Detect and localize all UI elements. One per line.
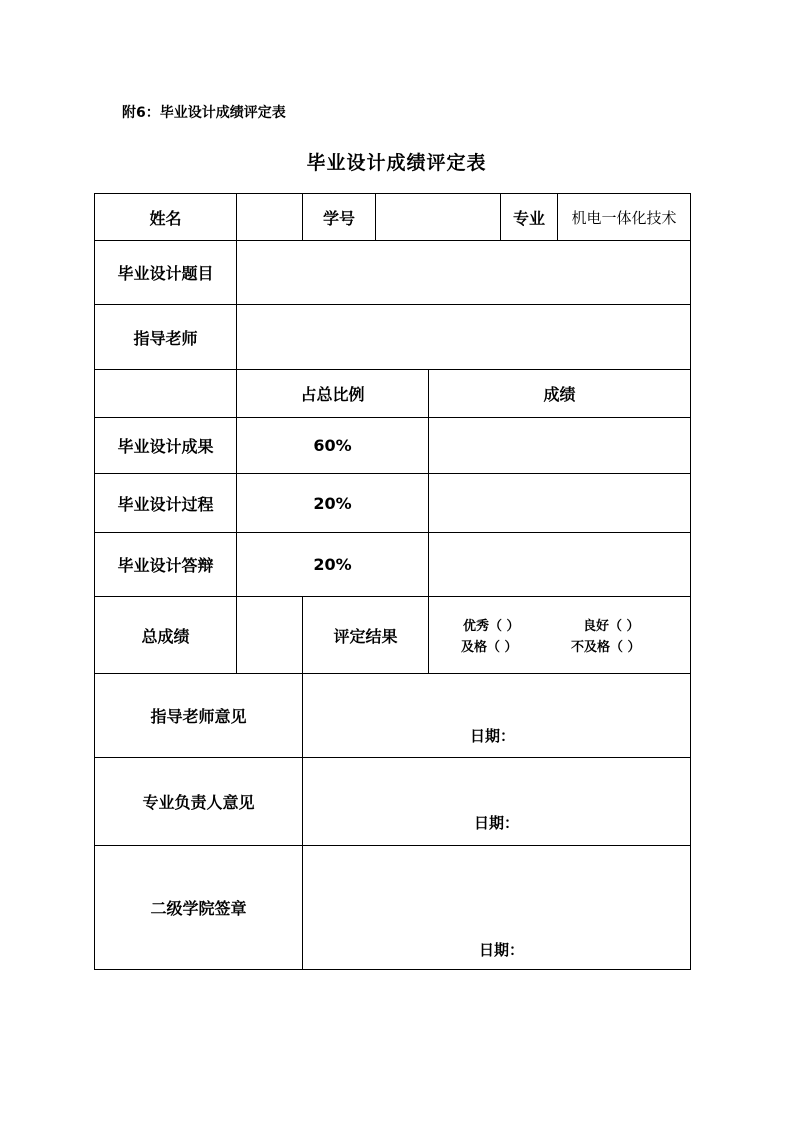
form-title: 毕业设计成绩评定表 <box>306 152 487 174</box>
annex-label: 附6：毕业设计成绩评定表 <box>122 105 286 121</box>
name-value[interactable] <box>237 194 302 240</box>
student-id-label: 学号 <box>322 208 355 228</box>
advisor-opinion-date: 日期： <box>470 727 516 745</box>
score-row-label: 毕业设计过程 <box>117 494 214 514</box>
major-label: 专业 <box>512 208 545 228</box>
total-label: 总成绩 <box>141 626 190 646</box>
score-row-ratio: 20% <box>313 493 352 513</box>
option-fail[interactable]: 不及格（ ） <box>571 640 641 655</box>
score-row-value[interactable] <box>429 418 690 473</box>
score-row-label: 毕业设计答辩 <box>117 556 214 575</box>
option-excellent[interactable]: 优秀（ ） <box>463 619 520 634</box>
college-seal-label: 二级学院签章 <box>150 899 247 918</box>
score-header: 成绩 <box>543 385 576 404</box>
name-label: 姓名 <box>149 208 182 228</box>
evaluation-table <box>94 193 691 970</box>
option-good[interactable]: 良好（ ） <box>583 619 640 634</box>
total-value[interactable] <box>237 597 302 673</box>
major-value: 机电一体化技术 <box>571 208 677 227</box>
score-row-ratio: 60% <box>313 436 352 455</box>
score-row-ratio: 20% <box>313 555 352 574</box>
score-row-value[interactable] <box>429 474 690 532</box>
score-row-value[interactable] <box>429 533 690 596</box>
advisor-label: 指导老师 <box>133 328 198 348</box>
major-head-opinion-label: 专业负责人意见 <box>142 793 255 812</box>
topic-value[interactable] <box>237 241 690 304</box>
ratio-header: 占总比例 <box>300 385 365 404</box>
score-row-label: 毕业设计成果 <box>117 437 214 456</box>
topic-label: 毕业设计题目 <box>117 264 214 283</box>
college-seal-date: 日期： <box>479 941 525 959</box>
advisor-value[interactable] <box>237 305 690 369</box>
result-label: 评定结果 <box>333 626 398 646</box>
major-head-opinion-date: 日期： <box>474 814 520 832</box>
student-id-value[interactable] <box>376 194 500 240</box>
option-pass[interactable]: 及格（ ） <box>461 640 518 655</box>
advisor-opinion-label: 指导老师意见 <box>150 707 247 726</box>
